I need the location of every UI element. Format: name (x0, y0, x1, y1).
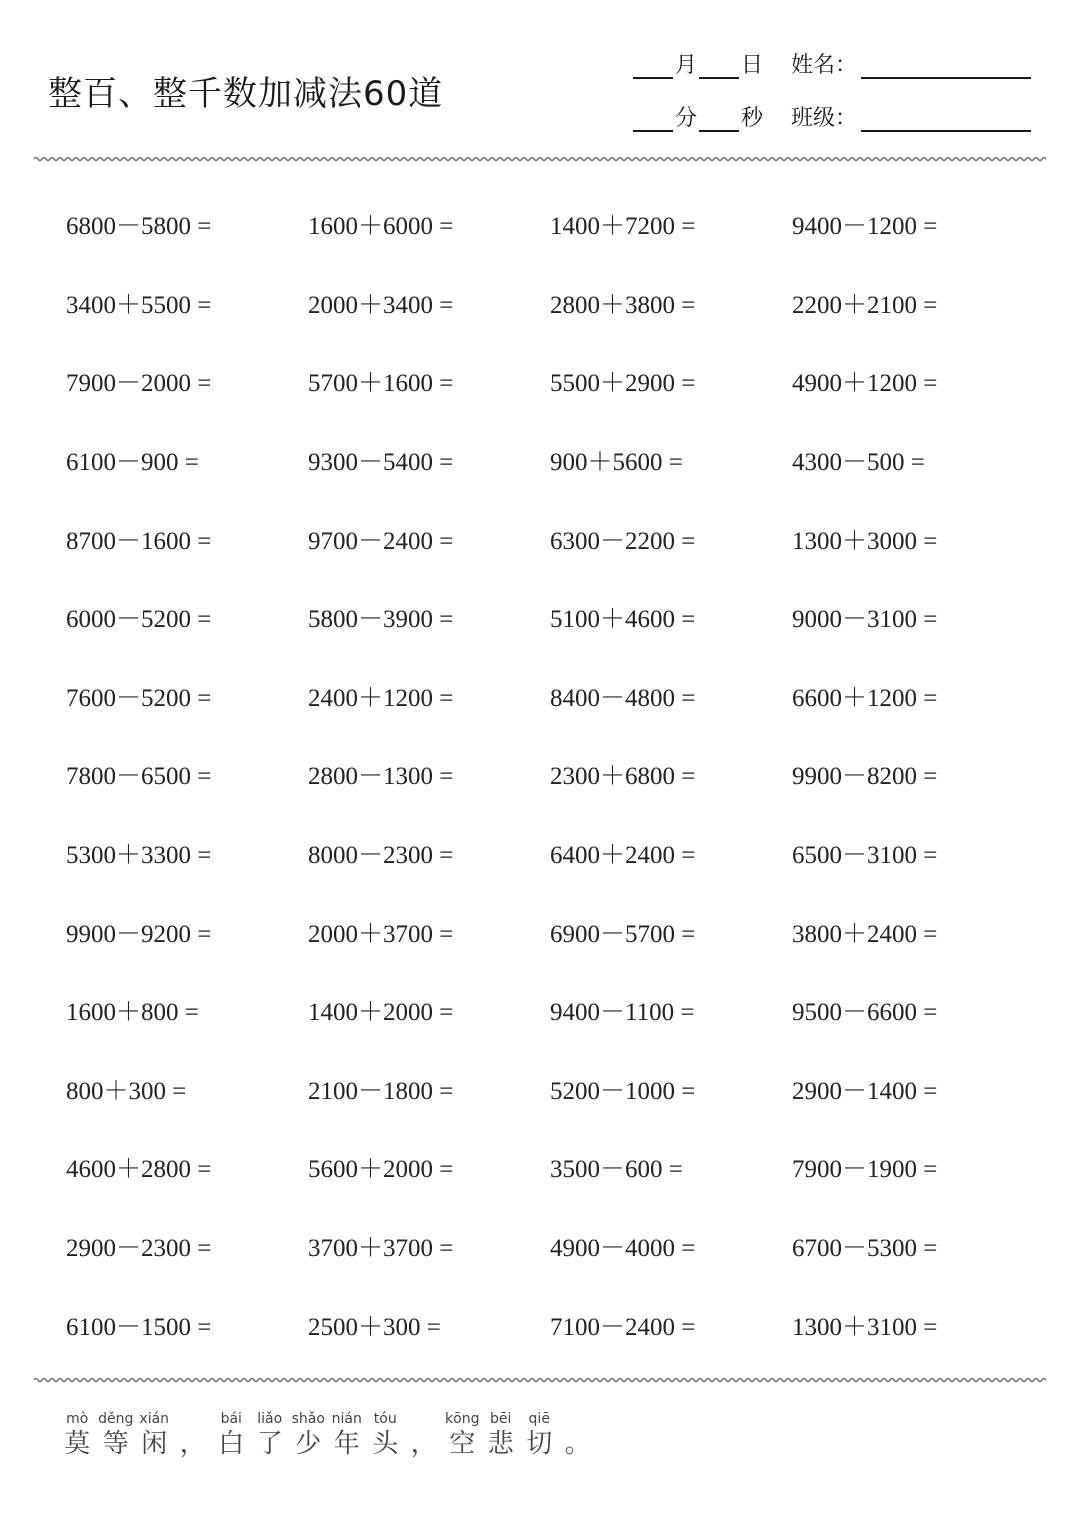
pinyin: liǎo (257, 1411, 283, 1427)
day-label: 日 (741, 53, 764, 78)
minute-label: 分 (675, 106, 698, 131)
problem-item: 800＋300 = (66, 1077, 187, 1105)
problem-grid (66, 185, 1046, 1364)
minute-blank[interactable] (633, 108, 673, 132)
problem-row (66, 185, 1046, 264)
problem-row (66, 971, 1046, 1050)
pinyin: nián (331, 1411, 362, 1427)
date-name-row (633, 48, 1031, 79)
name-blank[interactable] (861, 55, 1031, 79)
pinyin: qiē (528, 1411, 550, 1427)
hanzi: 了 (256, 1429, 283, 1459)
problem-item: 9300－5400 = (308, 449, 454, 477)
hanzi: 切 (526, 1429, 553, 1459)
problem-item: 4900－4000 = (550, 1235, 696, 1263)
bottom-wavy-divider (34, 1376, 1046, 1384)
problem-item: 1600＋6000 = (308, 213, 454, 241)
proverb-char (405, 1410, 444, 1460)
pinyin: kōng (445, 1411, 480, 1427)
problem-item: 2200＋2100 = (792, 291, 938, 319)
proverb-footer (58, 1410, 597, 1460)
problem-item: 8400－4800 = (550, 684, 696, 712)
problem-item: 6000－5200 = (66, 606, 212, 634)
problem-item: 5700＋1600 = (308, 370, 454, 398)
problem-item: 900＋5600 = (550, 449, 683, 477)
problem-row (66, 1050, 1046, 1129)
pinyin: děng (98, 1411, 134, 1427)
problem-item: 2800－1300 = (308, 763, 454, 791)
problem-item: 7900－2000 = (66, 370, 212, 398)
problem-item: 2000＋3700 = (308, 920, 454, 948)
problem-row (66, 735, 1046, 814)
problem-item: 2800＋3800 = (550, 291, 696, 319)
proverb-char (174, 1410, 213, 1460)
problem-row (66, 342, 1046, 421)
problem-item: 5200－1000 = (550, 1077, 696, 1105)
proverb-char (135, 1410, 174, 1460)
problem-item: 1300＋3100 = (792, 1313, 938, 1341)
problem-item: 5800－3900 = (308, 606, 454, 634)
problem-item: 5500＋2900 = (550, 370, 696, 398)
problem-item: 2900－2300 = (66, 1235, 212, 1263)
proverb-char (58, 1410, 97, 1460)
proverb-char (482, 1410, 521, 1460)
problem-item: 9400－1200 = (792, 213, 938, 241)
problem-item: 9900－9200 = (66, 920, 212, 948)
hanzi: 莫 (64, 1429, 91, 1459)
problem-item: 4900＋1200 = (792, 370, 938, 398)
second-blank[interactable] (699, 108, 739, 132)
problem-row (66, 1285, 1046, 1364)
problem-item: 1400＋2000 = (308, 999, 454, 1027)
proverb-char (559, 1410, 598, 1460)
proverb-char (251, 1410, 290, 1460)
hanzi: 闲 (141, 1429, 168, 1459)
hanzi: 。 (564, 1429, 591, 1459)
proverb-char (289, 1410, 328, 1460)
problem-item: 3800＋2400 = (792, 920, 938, 948)
problem-item: 4300－500 = (792, 449, 925, 477)
problem-item: 6100－900 = (66, 449, 199, 477)
time-class-row (633, 101, 1031, 132)
problem-item: 2400＋1200 = (308, 684, 454, 712)
problem-item: 6600＋1200 = (792, 684, 938, 712)
month-label: 月 (675, 53, 698, 78)
problem-row (66, 264, 1046, 343)
problem-row (66, 1128, 1046, 1207)
class-blank[interactable] (861, 108, 1031, 132)
problem-item: 7100－2400 = (550, 1313, 696, 1341)
problem-item: 7900－1900 = (792, 1156, 938, 1184)
pinyin: xián (139, 1411, 170, 1427)
pinyin (174, 1410, 213, 1428)
problem-row (66, 499, 1046, 578)
problem-item: 9000－3100 = (792, 606, 938, 634)
problem-item: 2300＋6800 = (550, 763, 696, 791)
problem-item: 2000＋3400 = (308, 291, 454, 319)
pinyin (405, 1410, 444, 1428)
problem-item: 7800－6500 = (66, 763, 212, 791)
problem-item: 6700－5300 = (792, 1235, 938, 1263)
problem-item: 1400＋7200 = (550, 213, 696, 241)
pinyin (559, 1410, 598, 1428)
hanzi: 年 (333, 1429, 360, 1459)
problem-item: 5300＋3300 = (66, 842, 212, 870)
proverb-char (212, 1410, 251, 1460)
problem-item: 6800－5800 = (66, 213, 212, 241)
hanzi: 悲 (487, 1429, 514, 1459)
problem-item: 3400＋5500 = (66, 291, 212, 319)
problem-item: 6500－3100 = (792, 842, 938, 870)
problem-item: 4600＋2800 = (66, 1156, 212, 1184)
problem-item: 9700－2400 = (308, 527, 454, 555)
proverb-char (366, 1410, 405, 1460)
problem-item: 6400＋2400 = (550, 842, 696, 870)
problem-item: 9900－8200 = (792, 763, 938, 791)
problem-item: 2100－1800 = (308, 1077, 454, 1105)
pinyin: tóu (373, 1411, 397, 1427)
day-blank[interactable] (699, 55, 739, 79)
hanzi: 空 (449, 1429, 476, 1459)
hanzi: 头 (372, 1429, 399, 1459)
pinyin: bēi (490, 1411, 512, 1427)
problem-item: 2900－1400 = (792, 1077, 938, 1105)
problem-row (66, 421, 1046, 500)
problem-item: 7600－5200 = (66, 684, 212, 712)
problem-item: 6900－5700 = (550, 920, 696, 948)
problem-row (66, 814, 1046, 893)
problem-item: 6300－2200 = (550, 527, 696, 555)
problem-item: 1300＋3000 = (792, 527, 938, 555)
hanzi: ， (410, 1429, 437, 1459)
problem-row (66, 1207, 1046, 1286)
problem-item: 3500－600 = (550, 1156, 683, 1184)
hanzi: 少 (295, 1429, 322, 1459)
problem-row (66, 892, 1046, 971)
problem-item: 5100＋4600 = (550, 606, 696, 634)
pinyin: mò (66, 1411, 89, 1427)
name-label: 姓名： (791, 53, 858, 78)
month-blank[interactable] (633, 55, 673, 79)
class-label: 班级： (791, 106, 858, 131)
proverb-char (97, 1410, 136, 1460)
problem-item: 6100－1500 = (66, 1313, 212, 1341)
pinyin: bái (220, 1411, 242, 1427)
proverb-char (328, 1410, 367, 1460)
top-wavy-divider (34, 155, 1046, 163)
problem-item: 3700＋3700 = (308, 1235, 454, 1263)
problem-item: 5600＋2000 = (308, 1156, 454, 1184)
hanzi: ， (179, 1429, 206, 1459)
second-label: 秒 (741, 106, 764, 131)
problem-item: 9400－1100 = (550, 999, 695, 1027)
problem-item: 8000－2300 = (308, 842, 454, 870)
proverb-char (520, 1410, 559, 1460)
problem-row (66, 578, 1046, 657)
pinyin: shǎo (291, 1411, 325, 1427)
worksheet-title: 整百、整千数加减法60道 (48, 74, 444, 114)
problem-item: 8700－1600 = (66, 527, 212, 555)
hanzi: 等 (102, 1429, 129, 1459)
problem-item: 9500－6600 = (792, 999, 938, 1027)
problem-row (66, 657, 1046, 736)
hanzi: 白 (218, 1429, 245, 1459)
problem-item: 1600＋800 = (66, 999, 199, 1027)
proverb-char (443, 1410, 482, 1460)
problem-item: 2500＋300 = (308, 1313, 441, 1341)
